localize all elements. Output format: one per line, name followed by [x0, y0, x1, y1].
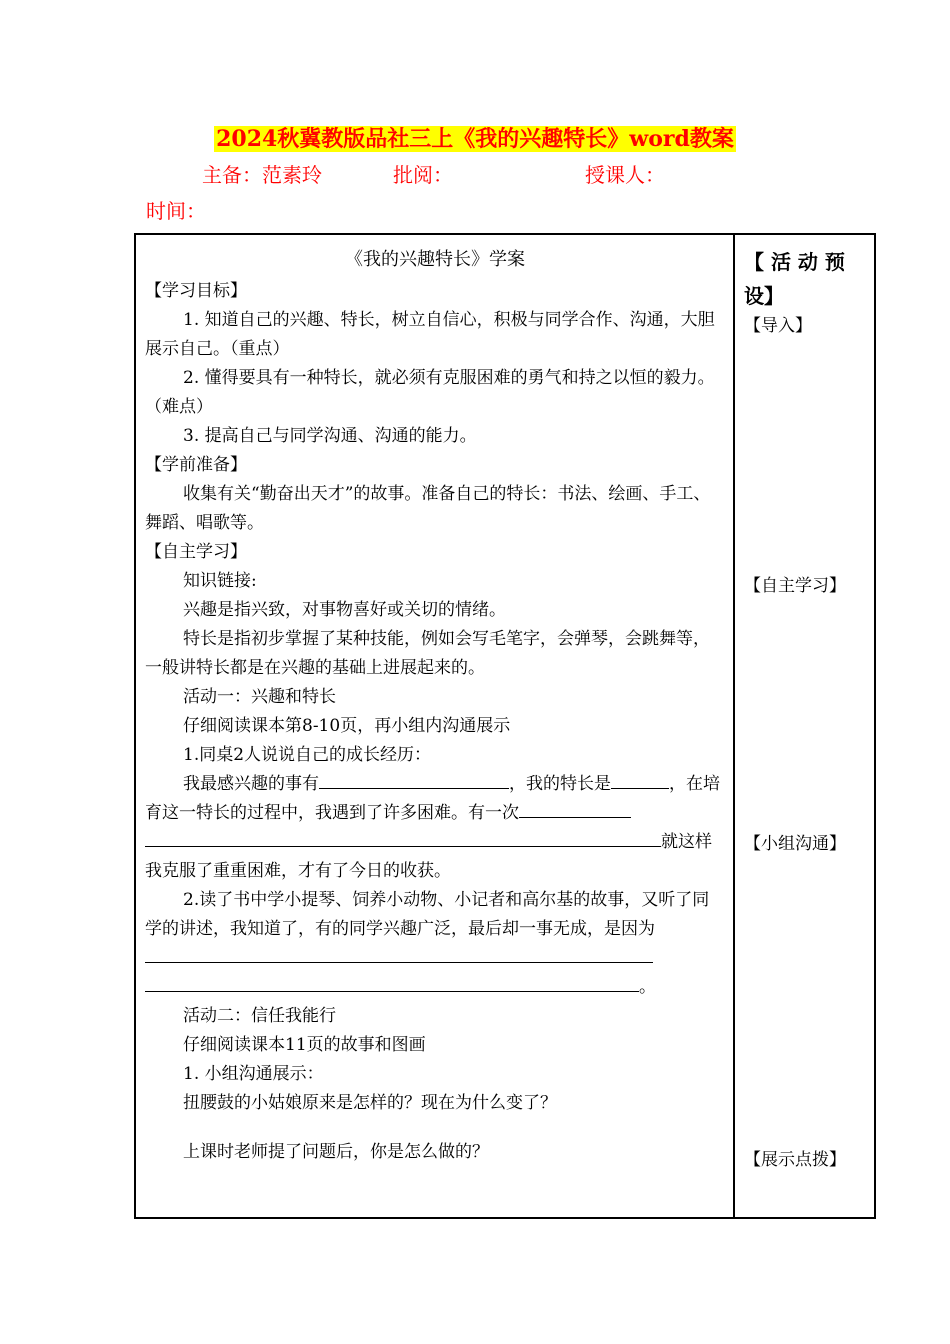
sidebar-self-study: 【自主学习】 [744, 576, 846, 596]
goal-2: 2. 懂得要具有一种特长，就必须有克服困难的勇气和持之以恒的毅力。（难点） [145, 368, 715, 417]
fill-in-conclusion: 我克服了重重困难，才有了今日的收获。 [145, 861, 451, 881]
activity-2-title: 活动二：信任我能行 [183, 1006, 336, 1026]
activity-2-question-1b: 上课时老师提了问题后，你是怎么做的？ [183, 1142, 489, 1162]
blank-interest[interactable] [319, 770, 509, 789]
question-2-line: 。 [145, 973, 725, 1002]
sidebar-group: 【小组沟通】 [744, 834, 846, 854]
preparer-label: 主备：范素玲 [202, 163, 322, 187]
activity-1-question-1: 1.同桌2人说说自己的成长经历： [183, 745, 432, 765]
fill-in-line: 就这样 [145, 828, 725, 857]
blank-reason[interactable] [145, 944, 653, 963]
blank-story[interactable] [519, 799, 631, 818]
activity-2-reading: 仔细阅读课本11页的故事和图画 [183, 1035, 426, 1055]
blank-reason-cont[interactable] [145, 973, 639, 992]
activity-2-question-1a: 扭腰鼓的小姑娘原来是怎样的？现在为什么变了？ [183, 1093, 557, 1113]
prep-text: 收集有关“勤奋出天才”的故事。准备自己的特长：书法、绘画、手工、舞蹈、唱歌等。 [145, 484, 711, 533]
time-label: 时间： [146, 199, 206, 223]
sidebar-heading: 【 活 动 预 设】 [744, 250, 845, 308]
activity-1-reading: 仔细阅读课本第8-10页，再小组内沟通展示 [183, 716, 511, 736]
goal-3: 3. 提高自己与同学沟通、沟通的能力。 [183, 426, 477, 446]
blank-specialty[interactable] [611, 770, 669, 789]
study-sheet-column [145, 243, 725, 1167]
self-study-heading: 【自主学习】 [145, 542, 247, 562]
interest-definition: 兴趣是指兴致，对事物喜好或关切的情绪。 [183, 600, 506, 620]
blank-story-cont[interactable] [145, 828, 661, 847]
prep-heading: 【学前准备】 [145, 455, 247, 475]
document-title: 2024秋冀教版品社三上《我的兴趣特长》word教案 [216, 126, 734, 152]
fill-in-paragraph: 我最感兴趣的事有 ，我的特长是 ，在培育这一特长的过程中，我遇到了许多困难。有一次 [145, 770, 725, 828]
goals-heading: 【学习目标】 [145, 281, 247, 301]
sheet-title: 《我的兴趣特长》学案 [345, 249, 525, 270]
sidebar-intro: 【导入】 [744, 316, 812, 336]
specialty-definition: 特长是指初步掌握了某种技能，例如会写毛笔字，会弹琴，会跳舞等，一般讲特长都是在兴趣的基础上进展起来的。 [145, 629, 710, 678]
goal-1: 1. 知道自己的兴趣、特长，树立自信心，积极与同学合作、沟通，大胆展示自己。（重点） [145, 310, 715, 359]
lesson-table [134, 233, 876, 1219]
knowledge-link: 知识链接: [183, 571, 257, 591]
reviewer-label: 批阅： [393, 163, 453, 187]
activity-1-title: 活动一：兴趣和特长 [183, 687, 336, 707]
sidebar-show: 【展示点拨】 [744, 1150, 846, 1170]
question-2: 2.读了书中学小提琴、饲养小动物、小记者和高尔基的故事，又听了同学的讲述，我知道了，有的同学兴趣广泛，最后却一事无成，是因为 [145, 886, 725, 973]
column-divider [733, 235, 735, 1217]
teacher-label: 授课人： [585, 163, 665, 187]
activity-2-question-1: 1. 小组沟通展示： [183, 1064, 324, 1084]
